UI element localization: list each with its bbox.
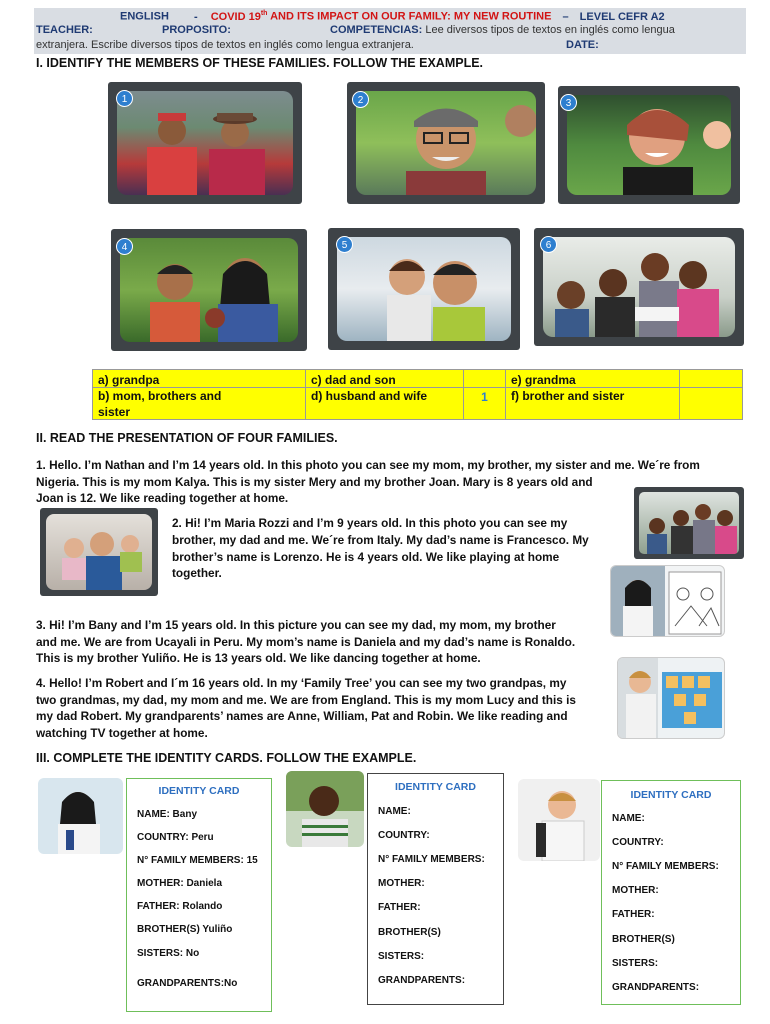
subject-label: ENGLISH bbox=[120, 10, 169, 23]
family-text-2-line: together. bbox=[172, 566, 222, 581]
option-f: f) brother and sister bbox=[511, 389, 625, 403]
card-3-country-field[interactable]: COUNTRY: bbox=[612, 837, 664, 848]
boy-family-tree-thumb bbox=[618, 658, 725, 739]
option-e: e) grandma bbox=[511, 373, 576, 387]
family-text-3 bbox=[36, 617, 616, 667]
competencias-text: Lee diversos tipos de textos en inglés como lengua bbox=[425, 24, 675, 36]
option-c: c) dad and son bbox=[311, 373, 396, 387]
family-photo-6 bbox=[543, 237, 735, 337]
card-2-title: IDENTITY CARD bbox=[395, 781, 476, 793]
option-b-line2: sister bbox=[98, 405, 131, 419]
family-reading-illustration bbox=[543, 237, 735, 337]
card-3-name-field[interactable]: NAME: bbox=[612, 813, 645, 824]
teacher-label: TEACHER: bbox=[36, 24, 93, 36]
dad-son-illustration bbox=[337, 237, 511, 341]
card-3-mother-field[interactable]: MOTHER: bbox=[612, 885, 659, 896]
family-text-4-line: my dad Robert. My grandparents’ names are Anne, William, Pat and Robin. We like reading and bbox=[36, 709, 568, 724]
card-3-grandparents-field[interactable]: GRANDPARENTS: bbox=[612, 982, 700, 993]
card-2-name-field[interactable]: NAME: bbox=[378, 806, 411, 817]
option-b-line1: b) mom, brothers and bbox=[98, 389, 222, 403]
options-answer-col-2[interactable] bbox=[680, 370, 742, 419]
family-text-1-line: 1. Hello. I’m Nathan and I’m 14 years old. In this photo you can see my mom, my brother, my sister and me. We´re from bbox=[36, 458, 700, 472]
photo-number-2: 2 bbox=[352, 91, 369, 108]
family-text-1-line: Joan is 12. We like reading together at home. bbox=[36, 491, 289, 506]
card-3-father-field[interactable]: FATHER: bbox=[612, 909, 655, 920]
family-text-4 bbox=[36, 675, 616, 741]
identity-card-3 bbox=[601, 780, 741, 1005]
card-3-sisters-field[interactable]: SISTERS: bbox=[612, 958, 659, 969]
card-2-country-field[interactable]: COUNTRY: bbox=[378, 830, 430, 841]
header-dash: - bbox=[193, 10, 198, 23]
date-label: DATE: bbox=[566, 39, 599, 51]
card-1-title: IDENTITY CARD bbox=[158, 785, 240, 797]
card-1-brothers: BROTHER(S) Yuliño bbox=[137, 924, 233, 935]
options-col-1 bbox=[93, 370, 306, 419]
identity-card-example bbox=[126, 778, 272, 1012]
identity-card-2 bbox=[367, 773, 504, 1005]
family-photo-2 bbox=[356, 91, 536, 195]
options-table bbox=[92, 369, 743, 420]
robert-portrait bbox=[518, 779, 600, 861]
card-2-brothers-field[interactable]: BROTHER(S) bbox=[378, 927, 441, 938]
photo-frame-6 bbox=[534, 228, 744, 346]
card-1-sisters: SISTERS: No bbox=[137, 948, 200, 959]
competencias-label: COMPETENCIAS: bbox=[330, 24, 423, 36]
header-title-line bbox=[120, 10, 665, 23]
bany-portrait bbox=[38, 778, 123, 854]
card-1-members: N° FAMILY MEMBERS: 15 bbox=[137, 855, 258, 866]
family-text-4-line: watching TV together at home. bbox=[36, 725, 208, 740]
card-3-photo bbox=[518, 779, 600, 861]
photo-number-6: 6 bbox=[540, 236, 557, 253]
proposito-wrap bbox=[162, 24, 231, 36]
card-3-title: IDENTITY CARD bbox=[630, 789, 712, 801]
section-1-title: I. IDENTIFY THE MEMBERS OF THESE FAMILIES. FOLLOW THE EXAMPLE. bbox=[36, 56, 484, 70]
dad-kids-thumb bbox=[46, 514, 152, 590]
grandpa-illustration bbox=[356, 91, 536, 195]
nathan-portrait bbox=[286, 771, 364, 847]
text-1-photo-img bbox=[639, 492, 739, 554]
text-2-photo bbox=[40, 508, 158, 596]
proposito-label: PROPOSITO: bbox=[162, 24, 231, 36]
unit-title-sup: th bbox=[260, 10, 268, 17]
worksheet-header bbox=[34, 8, 746, 54]
photo-number-5: 5 bbox=[336, 236, 353, 253]
card-2-members-field[interactable]: N° FAMILY MEMBERS: bbox=[378, 854, 485, 865]
competencias-text-cont: extranjera. Escribe diversos tipos de textos en inglés como lengua extranjera. bbox=[36, 39, 414, 51]
options-answer-col bbox=[464, 370, 506, 419]
option-d: d) husband and wife bbox=[311, 389, 427, 403]
text-3-photo bbox=[610, 565, 725, 637]
card-3-brothers-field[interactable]: BROTHER(S) bbox=[612, 934, 675, 945]
photo-frame-3 bbox=[558, 86, 740, 204]
grandma-illustration bbox=[567, 95, 731, 195]
option-a: a) grandpa bbox=[98, 373, 160, 387]
photo-frame-2 bbox=[347, 82, 545, 204]
options-col-3 bbox=[506, 370, 680, 419]
family-photo-5 bbox=[337, 237, 511, 341]
header-dash-2: – bbox=[562, 10, 569, 23]
photo-frame-1 bbox=[108, 82, 302, 204]
photo-number-4: 4 bbox=[116, 238, 133, 255]
card-2-mother-field[interactable]: MOTHER: bbox=[378, 878, 425, 889]
photo-number-3: 3 bbox=[560, 94, 577, 111]
unit-title: COVID 19 bbox=[210, 10, 261, 23]
siblings-illustration bbox=[120, 238, 298, 342]
family-photo-4 bbox=[120, 238, 298, 342]
card-1-name: NAME: Bany bbox=[137, 809, 198, 820]
card-3-members-field[interactable]: N° FAMILY MEMBERS: bbox=[612, 861, 719, 872]
card-1-father: FATHER: Rolando bbox=[137, 901, 223, 912]
text-1-photo bbox=[634, 487, 744, 559]
schoolgirl-drawing-thumb bbox=[611, 566, 725, 637]
text-2-photo-img bbox=[46, 514, 152, 590]
card-2-grandparents-field[interactable]: GRANDPARENTS: bbox=[378, 975, 466, 986]
family-text-4-line: 4. Hello! I’m Robert and I´m 16 years old. In my ‘Family Tree’ you can see my two grandpas, my bbox=[36, 676, 567, 690]
family-photo-3 bbox=[567, 95, 731, 195]
family-text-2 bbox=[172, 515, 622, 582]
family-text-2-line: 2. Hi! I’m Maria Rozzi and I’m 9 years old. In this photo you can see my bbox=[172, 516, 568, 530]
family-text-3-line: This is my brother Yuliño. He is 13 years old. We like dancing together at home. bbox=[36, 651, 481, 666]
family-text-3-line: and me. We are from Ucayali in Peru. My mom’s name is Daniela and my dad’s name is Ronaldo. bbox=[36, 634, 576, 649]
options-col-2 bbox=[306, 370, 464, 419]
grandparents-illustration bbox=[117, 91, 293, 195]
option-d-answer[interactable]: 1 bbox=[481, 390, 488, 404]
photo-frame-5 bbox=[328, 228, 520, 350]
header-line-2 bbox=[36, 24, 93, 36]
card-1-country: COUNTRY: Peru bbox=[137, 832, 214, 843]
family-text-3-line: 3. Hi! I’m Bany and I’m 15 years old. In this picture you can see my dad, my mom, my brother bbox=[36, 618, 556, 632]
section-3-title: III. COMPLETE THE IDENTITY CARDS. FOLLOW THE EXAMPLE. bbox=[36, 751, 417, 765]
family-photo-1 bbox=[117, 91, 293, 195]
card-2-father-field[interactable]: FATHER: bbox=[378, 902, 421, 913]
card-1-grandparents: GRANDPARENTS:No bbox=[137, 978, 238, 989]
family-text-2-line: brother’s name is Lorenzo. He is 4 years old. We like playing at home bbox=[172, 549, 560, 564]
family-text-2-line: brother, my dad and me. We´re from Italy. My dad’s name is Francesco. My bbox=[172, 532, 589, 547]
family-text-4-line: two grandmas, my dad, my mom and me. We are from England. This is my mom Lucy and this is bbox=[36, 692, 576, 707]
level-label: LEVEL CEFR A2 bbox=[579, 10, 665, 23]
text-4-photo bbox=[617, 657, 725, 739]
photo-frame-4 bbox=[111, 229, 307, 351]
card-2-photo bbox=[286, 771, 364, 847]
card-2-sisters-field[interactable]: SISTERS: bbox=[378, 951, 425, 962]
card-1-photo bbox=[38, 778, 123, 854]
card-1-mother: MOTHER: Daniela bbox=[137, 878, 223, 889]
photo-number-1: 1 bbox=[116, 90, 133, 107]
reading-family-thumb bbox=[639, 492, 739, 554]
competencias-wrap bbox=[330, 24, 675, 36]
unit-title-rest: AND ITS IMPACT ON OUR FAMILY: MY NEW ROUTINE bbox=[267, 10, 552, 23]
family-text-1-line: Nigeria. This is my mom Kalya. This is my sister Mery and my brother Joan. Mary is 8 years old and bbox=[36, 474, 593, 489]
section-2-title: II. READ THE PRESENTATION OF FOUR FAMILIES. bbox=[36, 431, 338, 445]
